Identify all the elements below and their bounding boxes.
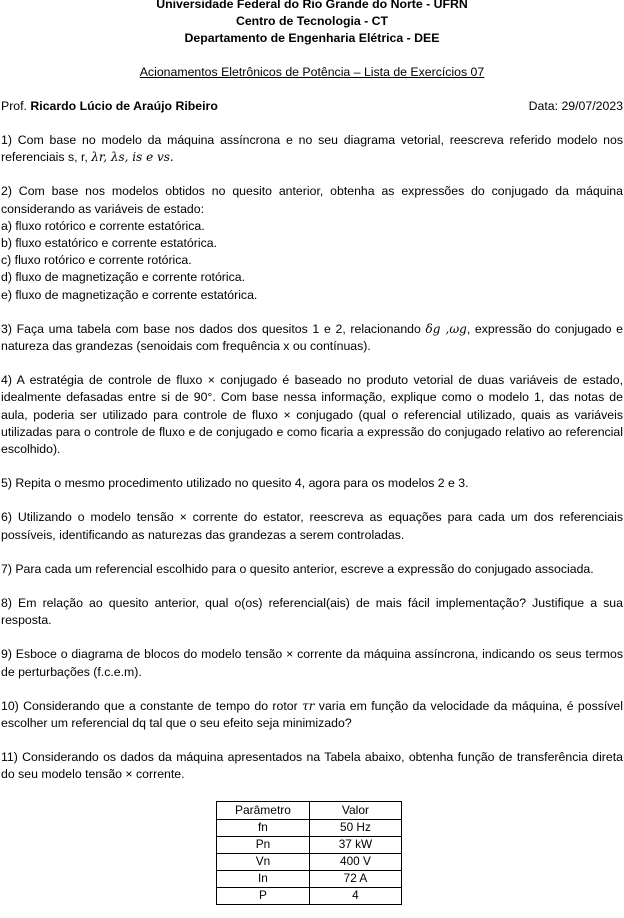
question-10-math: τr <box>302 698 315 713</box>
table-cell-parameter: Pn <box>217 836 310 853</box>
question-10-text-b: varia em função da velocidade da máquina, é possível escolher um referencial dq tal que o seu efeito seja minimizado? <box>1 698 623 731</box>
table-row <box>217 887 402 904</box>
table-cell-parameter: Vn <box>217 853 310 870</box>
question-5: 5) Repita o mesmo procedimento utilizado no quesito 4, agora para os modelos 2 e 3. <box>1 476 469 491</box>
machine-data-table-wrap <box>1 801 623 905</box>
question-2-item-a: a) fluxo rotórico e corrente estatórica. <box>1 218 205 233</box>
question-11: 11) Considerando os dados da máquina apresentados na Tabela abaixo, obtenha função de transferência direta do seu modelo tensão × corrente. <box>1 750 623 782</box>
column-header-parameter: Parâmetro <box>217 801 310 819</box>
professor <box>1 98 218 115</box>
institution-header <box>0 0 624 47</box>
professor-name: Ricardo Lúcio de Araújo Ribeiro <box>30 99 218 113</box>
question-10 <box>1 698 623 732</box>
question-2-item-c: c) fluxo rotórico e corrente rotórica. <box>1 253 192 268</box>
question-3-text-b: , expressão do conjugado e natureza das grandezas (senoidais com frequência x ou contínuas). <box>1 321 624 354</box>
question-3-text-a: 3) Faça uma tabela com base nos dados dos quesitos 1 e 2, relacionando <box>1 321 426 336</box>
table-cell-value: 400 V <box>309 853 401 870</box>
table-header-row <box>217 801 402 819</box>
date: Data: 29/07/2023 <box>528 99 623 113</box>
table-cell-parameter: In <box>217 870 310 887</box>
question-9: 9) Esboce o diagrama de blocos do modelo tensão × corrente da máquina assíncrona, indicando os seus termos de perturbações (f.c.e.m). <box>1 647 623 679</box>
question-4: 4) A estratégia de controle de fluxo × conjugado é baseado no produto vetorial de duas variáveis de estado, idealmente defasadas entre si de 90°. Com base nessa informação, explique como o modelo 1, das notas de aula, poderia ser utilizado para controle de fluxo × conjugado (qual o referencial utilizado, quais as variáveis utilizadas para o controle de fluxo e de conjugado e como ficaria a expressão do conjugado relativo ao referencial escolhido). <box>1 373 623 457</box>
table-cell-value: 72 A <box>309 870 401 887</box>
table-cell-parameter: fn <box>217 819 310 836</box>
table-row <box>217 819 402 836</box>
document-title: Acionamentos Eletrônicos de Potência – Lista de Exercícios 07 <box>139 65 485 79</box>
department-name: Departamento de Engenharia Elétrica - DEE <box>184 31 440 45</box>
table-row <box>217 870 402 887</box>
question-2-intro: 2) Com base nos modelos obtidos no quesito anterior, obtenha as expressões do conjugado da máquina considerando as variáveis de estado: <box>1 184 623 216</box>
question-7: 7) Para cada um referencial escolhido para o quesito anterior, escreve a expressão do conjugado associada. <box>1 561 594 576</box>
table-cell-value: 50 Hz <box>309 819 401 836</box>
question-1-text: 1) Com base no modelo da máquina assíncrona e no seu diagrama vetorial, reescreva referido modelo nos referenciais s, r, <box>1 133 623 165</box>
meta-line <box>0 98 624 115</box>
question-list <box>0 115 624 905</box>
question-2-item-b: b) fluxo estatórico e corrente estatórica. <box>1 236 217 251</box>
question-1 <box>1 132 623 166</box>
question-6: 6) Utilizando o modelo tensão × corrente do estator, reescreva as equações para cada um dos referenciais possíveis, identificando as naturezas das grandezas a serem controladas. <box>1 510 623 542</box>
university-name: Universidade Federal do Rio Grande do Norte - UFRN <box>156 0 468 11</box>
question-2-item-e: e) fluxo de magnetização e corrente estatórica. <box>1 287 258 302</box>
question-3-math: δg ,ωg <box>425 321 467 336</box>
professor-prefix: Prof. <box>1 99 31 113</box>
table-cell-value: 4 <box>309 887 401 904</box>
question-1-math: λr, λs, is e vs. <box>91 150 174 165</box>
center-name: Centro de Tecnologia - CT <box>235 14 389 28</box>
column-header-value: Valor <box>309 801 401 819</box>
table-cell-parameter: P <box>217 887 310 904</box>
machine-data-table <box>216 801 402 905</box>
question-3 <box>1 321 623 355</box>
table-row <box>217 836 402 853</box>
table-row <box>217 853 402 870</box>
question-10-text-a: 10) Considerando que a constante de tempo do rotor <box>1 698 303 713</box>
table-cell-value: 37 kW <box>309 836 401 853</box>
question-2-item-d: d) fluxo de magnetização e corrente rotórica. <box>1 270 246 285</box>
question-8: 8) Em relação ao quesito anterior, qual o(os) referencial(ais) de mais fácil implementação? Justifique a sua resposta. <box>1 596 623 628</box>
